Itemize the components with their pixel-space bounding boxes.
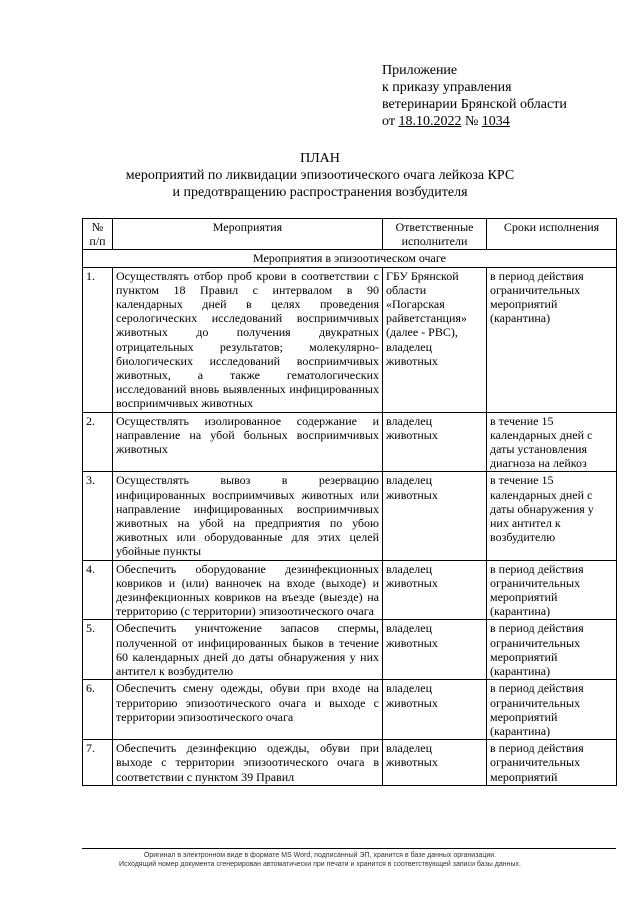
row-num: 2. <box>83 412 113 472</box>
row-measure: Обеспечить смену одежды, обуви при входе на территорию эпизоотического очага и выходе с территории эпизоотического очага <box>113 680 383 740</box>
footer-line-2: Исходящий номер документа сгенерирован автоматически при печати и хранится в соответствующей записи базы данных. <box>119 861 521 868</box>
table-row <box>83 267 617 412</box>
header-measures: Мероприятия <box>113 219 383 250</box>
annex-from-label: от <box>382 114 395 129</box>
footer-divider <box>82 848 616 849</box>
header-responsible-b: исполнители <box>401 234 468 249</box>
row-num: 4. <box>83 560 113 620</box>
row-responsible: владелец животных <box>383 620 487 680</box>
annex-number: 1034 <box>481 114 510 129</box>
row-deadline: в период действия ограничительных мероприятий <box>487 740 617 786</box>
header-num-a: № <box>91 220 104 234</box>
table-header-row <box>83 219 617 250</box>
row-num: 5. <box>83 620 113 680</box>
table-row <box>83 620 617 680</box>
row-measure: Осуществлять вывоз в резервацию инфицированных восприимчивых животных или направление инфицированных восприимчивых животных на убой на предприятия по убою животных или оборудованные для этих целей убойные пункты <box>113 472 383 560</box>
footer-line-1: Оригинал в электронном виде в формате MS Word, подписанный ЭП, хранится в базе данных организации. <box>143 852 497 859</box>
row-deadline: в период действия ограничительных мероприятий (карантина) <box>487 267 617 412</box>
annex-line-1: Приложение <box>382 63 458 78</box>
document-title: ПЛАН <box>300 151 340 166</box>
header-num <box>83 219 113 250</box>
annex-date-line <box>382 113 567 130</box>
header-responsible-a: Ответственные <box>395 220 474 234</box>
annex-date: 18.10.2022 <box>398 114 462 129</box>
row-responsible: владелец животных <box>383 560 487 620</box>
annex-block <box>382 62 567 130</box>
annex-line-3: ветеринарии Брянской области <box>382 97 567 112</box>
document-subtitle-line-2: и предотвращению распространения возбудителя <box>172 185 468 200</box>
table-row <box>83 740 617 786</box>
row-deadline: в период действия ограничительных мероприятий (карантина) <box>487 680 617 740</box>
row-responsible: владелец животных <box>383 472 487 560</box>
row-responsible: ГБУ Брянской области «Погарская райветстанция» (далее - РВС), владелец животных <box>383 267 487 412</box>
row-measure: Осуществлять отбор проб крови в соответствии с пунктом 18 Правил с интервалом в 90 календарных дней в целях проведения серологических исследований восприимчивых животных до получения двукратных отрицательных результатов; молекулярно-биологических исследований восприимчивых животных, а также гематологических исследований вновь выявленных инфицированных восприимчивых животных <box>113 267 383 412</box>
table-row <box>83 560 617 620</box>
header-deadline: Сроки исполнения <box>487 219 617 250</box>
row-num: 7. <box>83 740 113 786</box>
document-subtitle-line-1: мероприятий по ликвидации эпизоотического очага лейкоза КРС <box>125 168 515 183</box>
row-deadline: в период действия ограничительных мероприятий (карантина) <box>487 620 617 680</box>
row-measure: Осуществлять изолированное содержание и направление на убой больных восприимчивых животных <box>113 412 383 472</box>
table-row <box>83 680 617 740</box>
row-num: 3. <box>83 472 113 560</box>
section-title: Мероприятия в эпизоотическом очаге <box>83 250 617 267</box>
row-measure: Обеспечить дезинфекцию одежды, обуви при выходе с территории эпизоотического очага в соответствии с пунктом 39 Правил <box>113 740 383 786</box>
section-row <box>83 250 617 267</box>
table-row <box>83 472 617 560</box>
row-num: 6. <box>83 680 113 740</box>
row-measure: Обеспечить уничтожение запасов спермы, полученной от инфицированных быков в течение 60 календарных дней до даты обнаружения у них антител к возбудителю <box>113 620 383 680</box>
header-num-b: п/п <box>89 234 106 249</box>
plan-table <box>82 218 617 786</box>
header-responsible <box>383 219 487 250</box>
annex-line-2: к приказу управления <box>382 80 512 95</box>
annex-number-sign: № <box>464 114 479 129</box>
row-deadline: в течение 15 календарных дней с даты установления диагноза на лейкоз <box>487 412 617 472</box>
row-deadline: в период действия ограничительных мероприятий (карантина) <box>487 560 617 620</box>
row-responsible: владелец животных <box>383 412 487 472</box>
row-num: 1. <box>83 267 113 412</box>
row-deadline: в течение 15 календарных дней с даты обнаружения у них антител к возбудителю <box>487 472 617 560</box>
row-responsible: владелец животных <box>383 680 487 740</box>
row-measure: Обеспечить оборудование дезинфекционных ковриков и (или) ванночек на входе (выходе) и дезинфекционных ковриков на въезде (выезде) на территорию (с территории) эпизоотического очага <box>113 560 383 620</box>
row-responsible: владелец животных <box>383 740 487 786</box>
table-row <box>83 412 617 472</box>
